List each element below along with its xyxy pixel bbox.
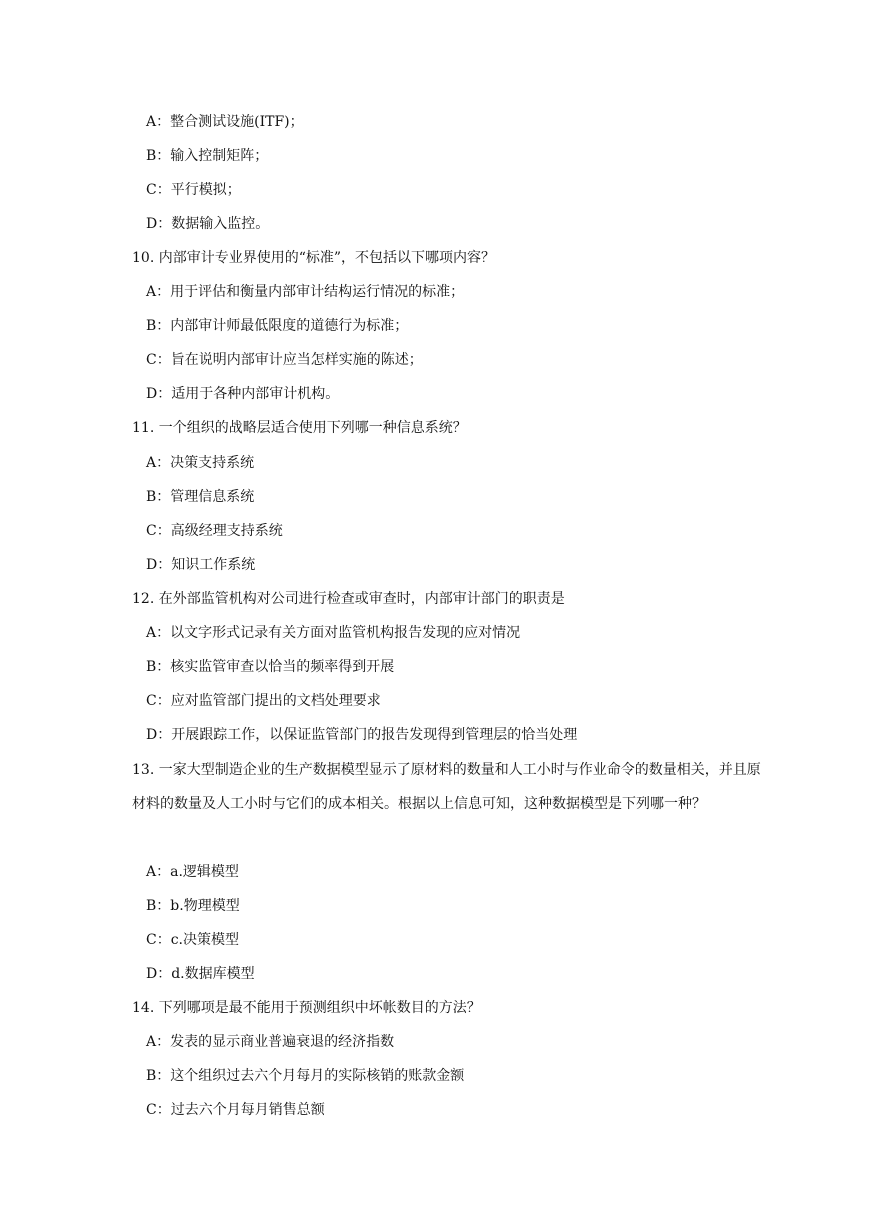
option-a: A：决策支持系统 <box>146 455 255 471</box>
option-c: C：平行模拟； <box>146 182 241 198</box>
question-12: 12. 在外部监管机构对公司进行检查或审查时，内部审计部门的职责是 <box>132 591 565 607</box>
option-c: C：旨在说明内部审计应当怎样实施的陈述； <box>146 352 423 368</box>
option-c: C：应对监管部门提出的文档处理要求 <box>146 693 381 709</box>
option-d: D：适用于各种内部审计机构。 <box>146 386 340 402</box>
option-b: B：这个组织过去六个月每月的实际核销的账款金额 <box>146 1068 465 1084</box>
option-d: D：开展跟踪工作，以保证监管部门的报告发现得到管理层的恰当处理 <box>146 727 578 743</box>
option-b: B：内部审计师最低限度的道德行为标准； <box>146 318 409 334</box>
question-10: 10. 内部审计专业界使用的“标准”，不包括以下哪项内容？ <box>132 250 496 266</box>
option-b: B：核实监管审查以恰当的频率得到开展 <box>146 659 395 675</box>
option-c: C：高级经理支持系统 <box>146 523 283 539</box>
option-b: B：输入控制矩阵； <box>146 148 269 164</box>
option-d: D：知识工作系统 <box>146 557 256 573</box>
option-a: A：整合测试设施(ITF)； <box>146 114 304 130</box>
option-a: A：用于评估和衡量内部审计结构运行情况的标准； <box>146 284 465 300</box>
question-14: 14. 下列哪项是最不能用于预测组织中坏帐数目的方法？ <box>132 1000 481 1016</box>
option-a: A：以文字形式记录有关方面对监管机构报告发现的应对情况 <box>146 625 521 641</box>
question-11: 11. 一个组织的战略层适合使用下列哪一种信息系统？ <box>132 420 467 436</box>
option-a: A：发表的显示商业普遍衰退的经济指数 <box>146 1034 395 1050</box>
option-c: C：过去六个月每月销售总额 <box>146 1102 325 1118</box>
option-b: B：管理信息系统 <box>146 489 255 505</box>
option-d: D：d.数据库模型 <box>146 966 255 982</box>
question-13: 13. 一家大型制造企业的生产数据模型显示了原材料的数量和人工小时与作业命令的数量相关，并且原材料的数量及人工小时与它们的成本相关。根据以上信息可知，这种数据模型是下列哪一种？ <box>132 762 761 812</box>
option-b: B：b.物理模型 <box>146 898 240 914</box>
option-a: A：a.逻辑模型 <box>146 864 239 880</box>
option-d: D：数据输入监控。 <box>146 216 270 232</box>
option-c: C：c.决策模型 <box>146 932 240 948</box>
